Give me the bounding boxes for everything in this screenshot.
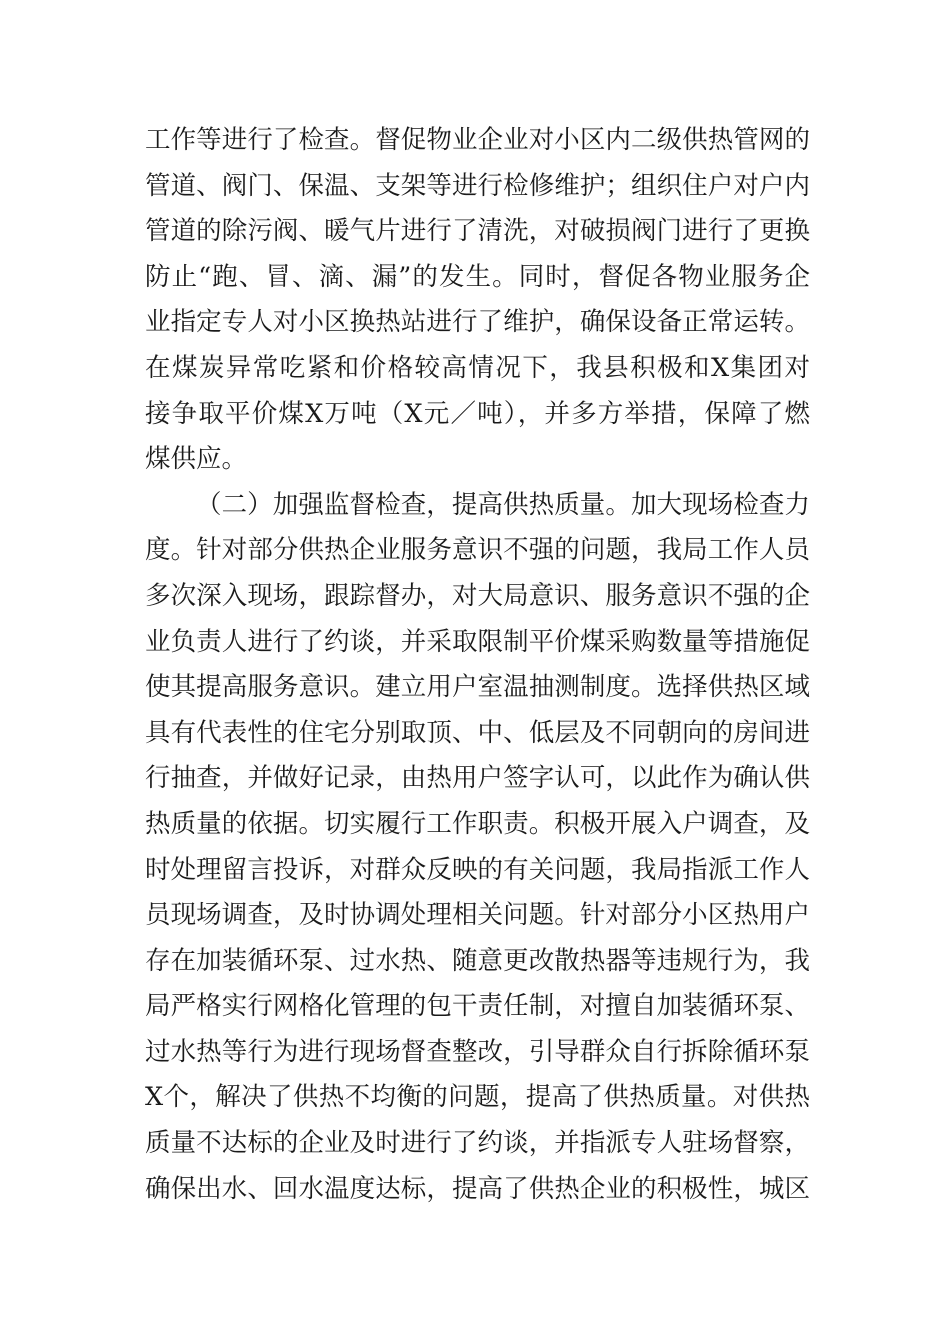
- text-line: 行抽查，并做好记录，由热用户签字认可，以此作为确认供: [145, 763, 810, 794]
- paragraph-2: [145, 483, 810, 1213]
- body-text: [145, 118, 810, 1212]
- text-line: 使其提高服务意识。建立用户室温抽测制度。选择供热区域: [145, 672, 810, 703]
- text-line: 业指定专人对小区换热站进行了维护，确保设备正常运转。: [145, 307, 810, 338]
- text-line: 质量不达标的企业及时进行了约谈，并指派专人驻场督察，: [145, 1128, 810, 1159]
- text-line: 具有代表性的住宅分别取顶、中、低层及不同朝向的房间进: [145, 717, 810, 748]
- text-line: 热质量的依据。切实履行工作职责。积极开展入户调查，及: [145, 808, 810, 839]
- text-line: 在煤炭异常吃紧和价格较高情况下，我县积极和X集团对: [145, 352, 810, 383]
- text-line: 管道的除污阀、暖气片进行了清洗，对破损阀门进行了更换: [145, 216, 810, 247]
- text-line: 多次深入现场，跟踪督办，对大局意识、服务意识不强的企: [145, 580, 810, 611]
- text-line: 度。针对部分供热企业服务意识不强的问题，我局工作人员: [145, 535, 810, 566]
- text-line: 管道、阀门、保温、支架等进行检修维护；组织住户对户内: [145, 170, 810, 201]
- text-line: 接争取平价煤X万吨（X元／吨），并多方举措，保障了燃: [145, 398, 810, 429]
- text-line: 防止“跑、冒、滴、漏”的发生。同时，督促各物业服务企: [145, 261, 810, 292]
- paragraph-1: [145, 118, 810, 483]
- text-line: 确保出水、回水温度达标，提高了供热企业的积极性，城区: [145, 1173, 810, 1204]
- section-heading-line: （二）加强监督检查，提高供热质量。加大现场检查力: [196, 489, 810, 520]
- text-line: 煤供应。: [145, 444, 248, 475]
- text-line: 过水热等行为进行现场督查整改，引导群众自行拆除循环泵: [145, 1036, 810, 1067]
- text-line: 存在加装循环泵、过水热、随意更改散热器等违规行为，我: [145, 945, 810, 976]
- text-line: 时处理留言投诉，对群众反映的有关问题，我局指派工作人: [145, 854, 810, 885]
- text-line: X个，解决了供热不均衡的问题，提高了供热质量。对供热: [145, 1082, 810, 1113]
- text-line: 工作等进行了检查。督促物业企业对小区内二级供热管网的: [145, 125, 810, 155]
- text-line: 局严格实行网格化管理的包干责任制，对擅自加装循环泵、: [145, 991, 810, 1022]
- text-line: 员现场调查，及时协调处理相关问题。针对部分小区热用户: [145, 900, 810, 931]
- text-line: 业负责人进行了约谈，并采取限制平价煤采购数量等措施促: [145, 626, 810, 657]
